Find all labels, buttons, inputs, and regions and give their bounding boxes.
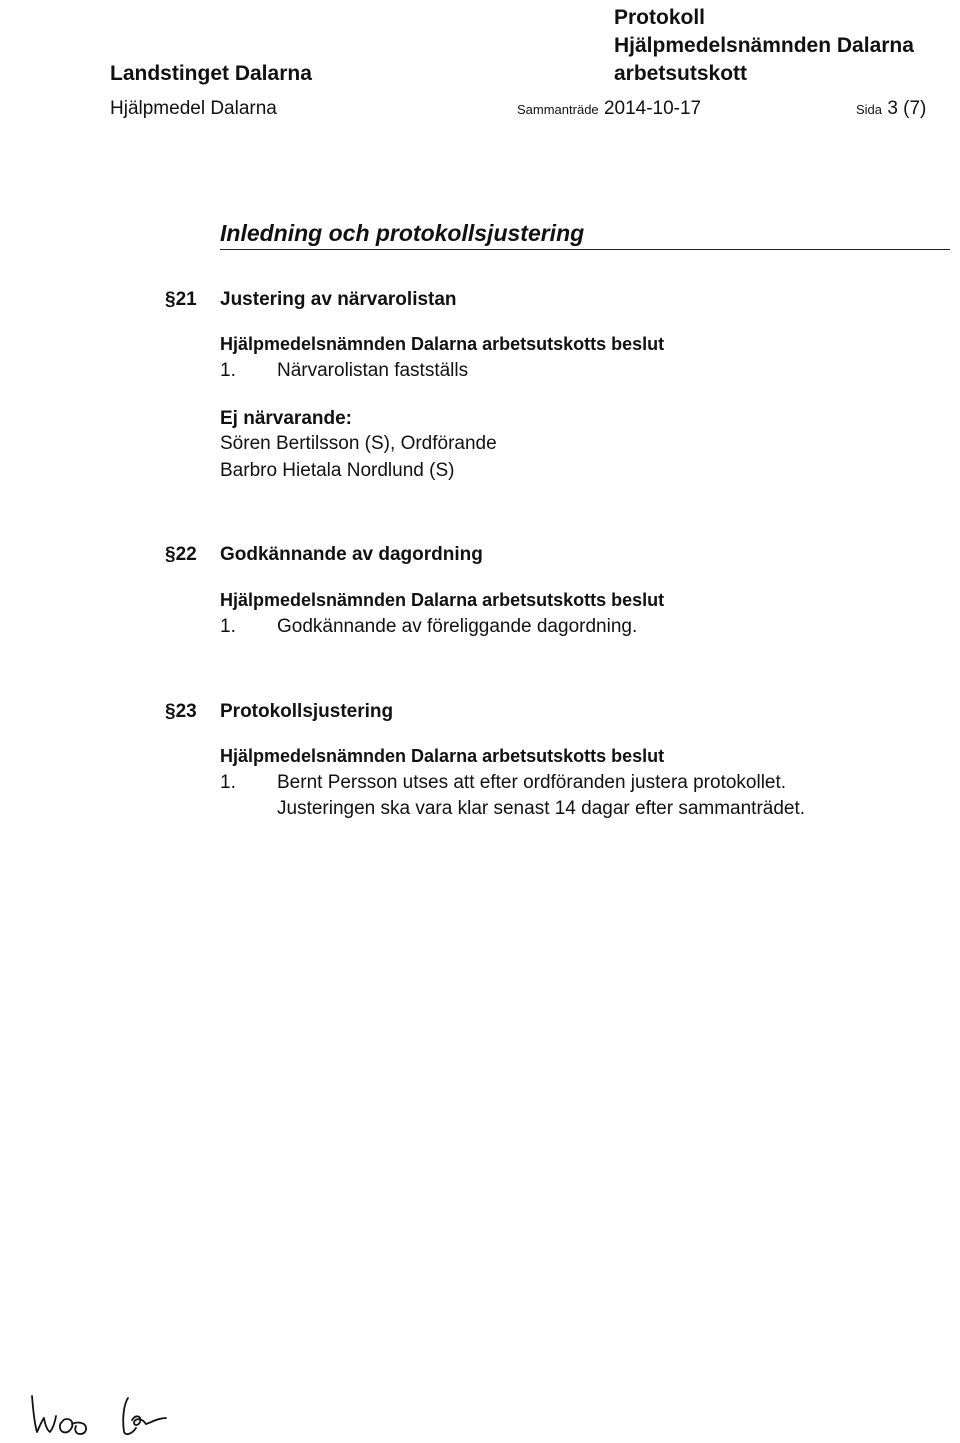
absent-member: Sören Bertilsson (S), Ordförande bbox=[220, 433, 497, 454]
decision-item-text: Godkännande av föreliggande dagordning. bbox=[277, 616, 638, 637]
committee-name: Hjälpmedelsnämnden Dalarna bbox=[614, 34, 914, 57]
decision-item-text-continued: Justeringen ska vara klar senast 14 dagar efter sammanträdet. bbox=[277, 798, 806, 819]
page-value: 3 (7) bbox=[887, 98, 927, 119]
decision-item-text: Bernt Persson utses att efter ordföranden justera protokollet. bbox=[277, 772, 787, 793]
page-indicator bbox=[856, 98, 926, 120]
section-heading: Inledning och protokollsjustering bbox=[220, 220, 950, 250]
decision-label: Hjälpmedelsnämnden Dalarna arbetsutskotts beslut bbox=[220, 334, 665, 354]
meeting-date-line bbox=[517, 98, 701, 120]
document-title-block bbox=[614, 4, 914, 88]
meeting-label: Sammanträde bbox=[517, 102, 599, 117]
decision-item-number: 1. bbox=[220, 616, 236, 637]
organization-name: Landstinget Dalarna bbox=[110, 62, 312, 85]
document-type: Protokoll bbox=[614, 6, 706, 29]
decision-item-text: Närvarolistan fastställs bbox=[277, 360, 469, 381]
absent-member: Barbro Hietala Nordlund (S) bbox=[220, 460, 455, 481]
meeting-date: 2014-10-17 bbox=[603, 98, 702, 119]
handwritten-initials-icon bbox=[28, 1388, 178, 1443]
paragraph-title: Justering av närvarolistan bbox=[220, 289, 457, 310]
paragraph-title: Protokollsjustering bbox=[220, 701, 394, 722]
paragraph-number: §22 bbox=[165, 544, 197, 565]
decision-item-number: 1. bbox=[220, 772, 236, 793]
absent-label: Ej närvarande: bbox=[220, 408, 352, 429]
page-label: Sida bbox=[856, 102, 883, 117]
paragraph-number: §21 bbox=[165, 289, 197, 310]
paragraph-number: §23 bbox=[165, 701, 197, 722]
unit-name: Hjälpmedel Dalarna bbox=[110, 98, 277, 119]
decision-label: Hjälpmedelsnämnden Dalarna arbetsutskotts beslut bbox=[220, 590, 665, 610]
committee-sub: arbetsutskott bbox=[614, 62, 748, 85]
decision-label: Hjälpmedelsnämnden Dalarna arbetsutskotts beslut bbox=[220, 746, 665, 766]
decision-item-number: 1. bbox=[220, 360, 236, 381]
paragraph-title: Godkännande av dagordning bbox=[220, 544, 483, 565]
